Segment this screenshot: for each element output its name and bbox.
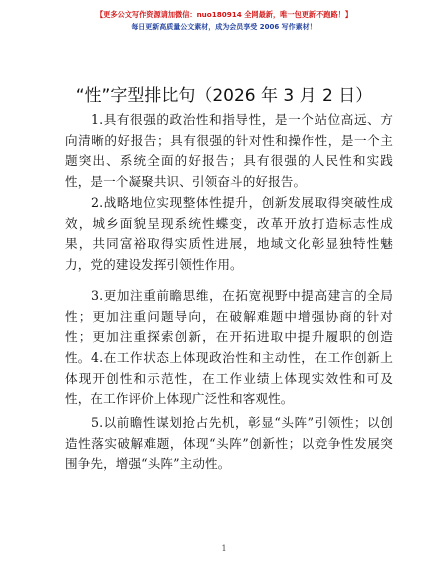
promo-banner-line-2: 每日更新高质量公文素材，成为会员享受 2006 写作素材！ (131, 23, 317, 31)
paragraph-5: 5.以前瞻性谋划抢占先机，彰显“头阵”引领性；以创造性落实破解难题，体现“头阵”创新性；以竞争性发展突围争先，增强“头阵”主动性。 (65, 415, 393, 471)
paragraph-2: 2.战略地位实现整体性提升，创新发展取得突破性成效，城乡面貌呈现系统性蝶变，改革开放打造标志性成果，共同富裕取得实质性进展，地域文化彰显独特性魅力，党的建设发挥引领性作用。 (65, 195, 393, 272)
page-number: 1 (221, 544, 227, 553)
promo-banner-line-1: 【更多公文写作资源请加微信：nuo180914 全网最新，唯一包更新不跑路！】 (95, 10, 353, 19)
paragraph-1: 1.具有很强的政治性和指导性，是一个站位高远、方向清晰的好报告；具有很强的针对性和操作性，是一个主题突出、系统全面的好报告；具有很强的人民性和实践性，是一个凝聚共识、引领奋斗的好报告。 (65, 112, 393, 189)
document-title: “性”字型排比句（2026 年 3 月 2 日） (75, 86, 373, 106)
paragraph-3: 3.更加注重前瞻思维，在拓宽视野中提高建言的全局性；更加注重问题导向，在破解难题中增强协商的针对性；更加注重探索创新，在开拓进取中提升履职的创造性。 (65, 288, 393, 365)
paragraph-4: 4.在工作状态上体现政治性和主动性，在工作创新上体现开创性和示范性，在工作业绩上体现实效性和可及性，在工作评价上体现广泛性和客观性。 (65, 350, 393, 406)
